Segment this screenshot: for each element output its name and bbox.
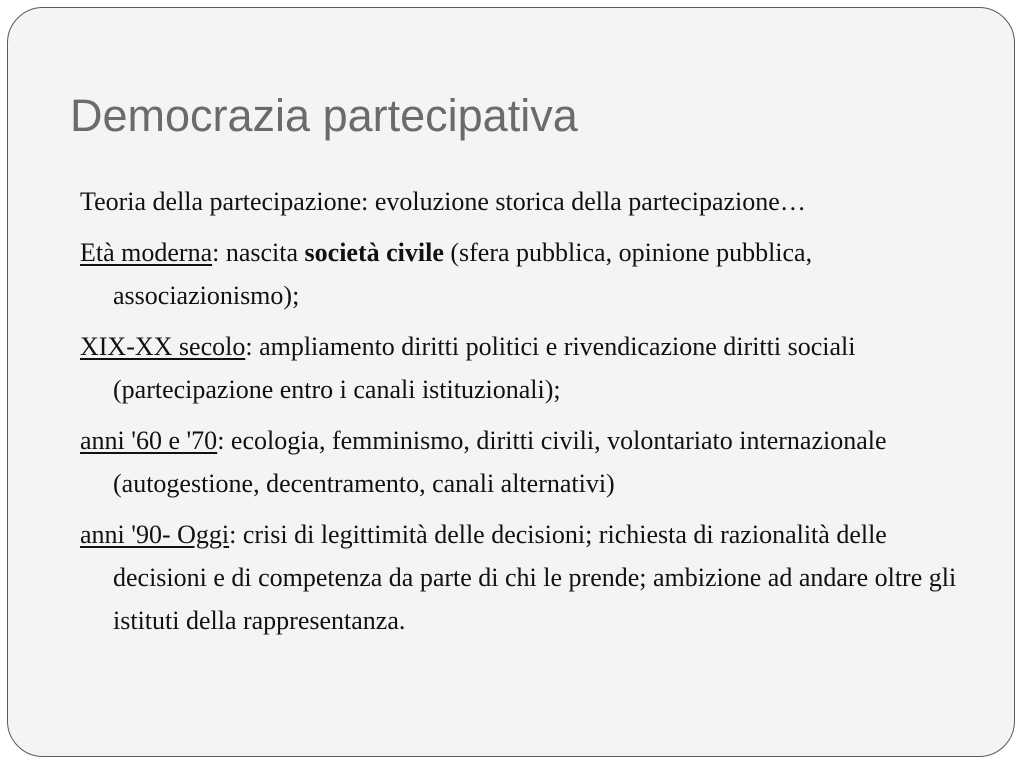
bullet-xix-xx-secolo — [80, 325, 980, 411]
bullet-text: : crisi di legittimità delle decisioni; richiesta di razionalità delle decisioni e di competenza da parte di chi le prende; ambizione ad andare oltre gli istituti della rappresentanza. — [113, 520, 957, 635]
bullet-text: Teoria della partecipazione: evoluzione storica della partecipazione… — [80, 187, 806, 216]
bullet-lead: anni '90- Oggi — [80, 520, 230, 549]
bullet-lead: XIX-XX secolo — [80, 332, 246, 361]
bullet-bold-term: società civile — [304, 238, 444, 267]
bullet-lead: anni '60 e '70 — [80, 426, 218, 455]
bullet-eta-moderna — [80, 231, 980, 317]
bullet-anni-90-oggi — [80, 513, 980, 642]
bullet-lead: Età moderna — [80, 238, 213, 267]
bullet-teoria — [80, 180, 980, 223]
bullet-text: : ampliamento diritti politici e rivendicazione diritti sociali (partecipazione entro i canali istituzionali); — [113, 332, 856, 404]
bullet-text: : nascita — [212, 238, 305, 267]
slide-title: Democrazia partecipativa — [70, 90, 578, 141]
slide — [7, 7, 1015, 757]
bullet-text: : ecologia, femminismo, diritti civili, volontariato internazionale (autogestione, decentramento, canali alternativi) — [113, 426, 887, 498]
bullet-anni-60-70 — [80, 419, 980, 505]
bullet-text-continued: (sfera pubblica, opinione pubblica, associazionismo); — [113, 238, 813, 310]
bullet-list — [80, 180, 980, 650]
